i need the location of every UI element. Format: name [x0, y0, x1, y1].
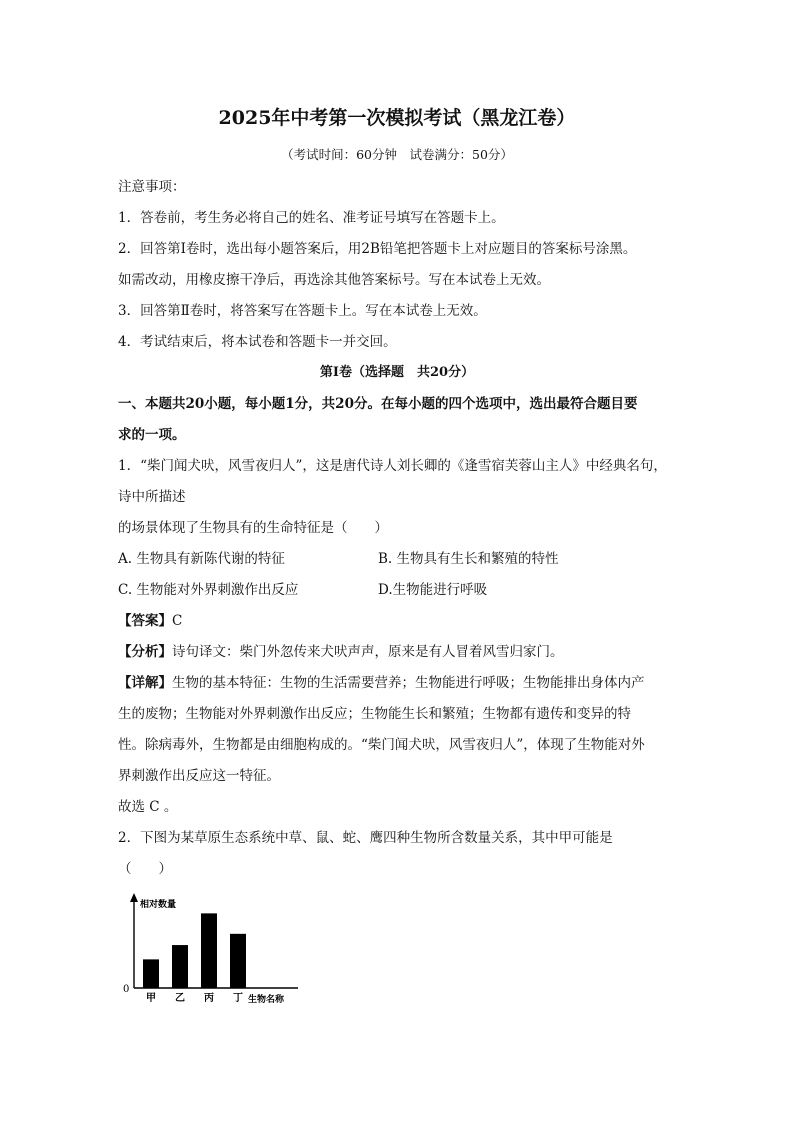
detail-text-1: 生物的基本特征：生物的生活需要营养；生物能进行呼吸；生物能排出身体内产 [172, 675, 645, 691]
note-item-4: 4．考试结束后，将本试卷和答题卡一并交回。 [118, 334, 397, 350]
analysis-tag: 【分析】 [118, 644, 172, 660]
exam-title: 2025年中考第一次模拟考试（黑龙江卷） [218, 107, 576, 129]
section-instruction-line2: 求的一项。 [118, 427, 186, 443]
bar-2 [172, 945, 188, 988]
q1-conclusion: 故选 C 。 [118, 799, 178, 815]
section-instruction-line1: 一、本题共20小题，每小题1分，共20分。在每小题的四个选项中，选出最符合题目要 [118, 396, 638, 412]
exam-subtitle: （考试时间：60分钟 试卷满分：50分） [281, 147, 513, 162]
note-item-1: 1．答卷前，考生务必将自己的姓名、准考证号填写在答题卡上。 [118, 210, 505, 226]
q1-answer [118, 612, 182, 630]
q1-option-a: A. 生物具有新陈代谢的特征 [118, 551, 285, 567]
answer-tag: 【答案】 [118, 613, 172, 629]
category-label-1: 甲 [146, 993, 156, 1004]
q2-stem-line1: 2．下图为某草原生态系统中草、鼠、蛇、鹰四种生物所含数量关系，其中甲可能是 [118, 830, 613, 846]
q1-analysis [118, 643, 564, 661]
y-axis-arrow [130, 893, 138, 902]
q1-detail-line2: 生的废物；生物能对外界刺激作出反应；生物能生长和繁殖；生物都有遗传和变异的特 [118, 706, 631, 722]
population-bar-chart [118, 890, 308, 1006]
notes-heading: 注意事项： [118, 179, 186, 195]
origin-label: 0 [123, 984, 130, 995]
q1-detail-line3: 性。除病毒外，生物都是由细胞构成的。“柴门闻犬吠，风雪夜归人”，体现了生物能对外 [118, 737, 645, 753]
answer-value: C [172, 613, 183, 629]
analysis-text: 诗句译文：柴门外忽传来犬吠声声，原来是有人冒着风雪归家门。 [172, 644, 564, 660]
bar-1 [143, 959, 159, 988]
q1-option-b: B. 生物具有生长和繁殖的特性 [378, 551, 559, 567]
q1-detail-line1 [118, 674, 645, 692]
q1-stem-line2: 诗中所描述 [118, 489, 186, 505]
note-item-3: 3．回答第Ⅱ卷时，将答案写在答题卡上。写在本试卷上无效。 [118, 303, 487, 319]
bars-group [143, 913, 246, 1004]
note-item-2-cont: 如需改动，用橡皮擦干净后，再选涂其他答案标号。写在本试卷上无效。 [118, 272, 550, 288]
category-label-4: 丁 [233, 993, 243, 1004]
note-item-2: 2．回答第Ⅰ卷时，选出每小题答案后，用2B铅笔把答题卡上对应题目的答案标号涂黑。 [118, 241, 637, 257]
category-label-3: 丙 [204, 993, 214, 1004]
bar-3 [201, 913, 217, 988]
q1-option-d: D.生物能进行呼吸 [378, 582, 488, 598]
x-axis-label: 生物名称 [248, 995, 285, 1005]
q1-stem-line3: 的场景体现了生物具有的生命特征是（ ） [118, 520, 388, 536]
q2-stem-line2: （ ） [118, 861, 172, 877]
y-axis-label: 相对数量 [140, 900, 177, 910]
bar-4 [230, 934, 246, 988]
q1-stem-line1: 1．“柴门闻犬吠，风雪夜归人”，这是唐代诗人刘长卿的《逢雪宿芙蓉山主人》中经典名句， [118, 458, 667, 474]
q1-option-c: C. 生物能对外界刺激作出反应 [118, 582, 299, 598]
detail-tag: 【详解】 [118, 675, 172, 691]
q1-detail-line4: 界刺激作出反应这一特征。 [118, 768, 280, 784]
section-heading: 第Ⅰ卷（选择题 共20分） [319, 365, 475, 380]
category-label-2: 乙 [175, 993, 185, 1004]
